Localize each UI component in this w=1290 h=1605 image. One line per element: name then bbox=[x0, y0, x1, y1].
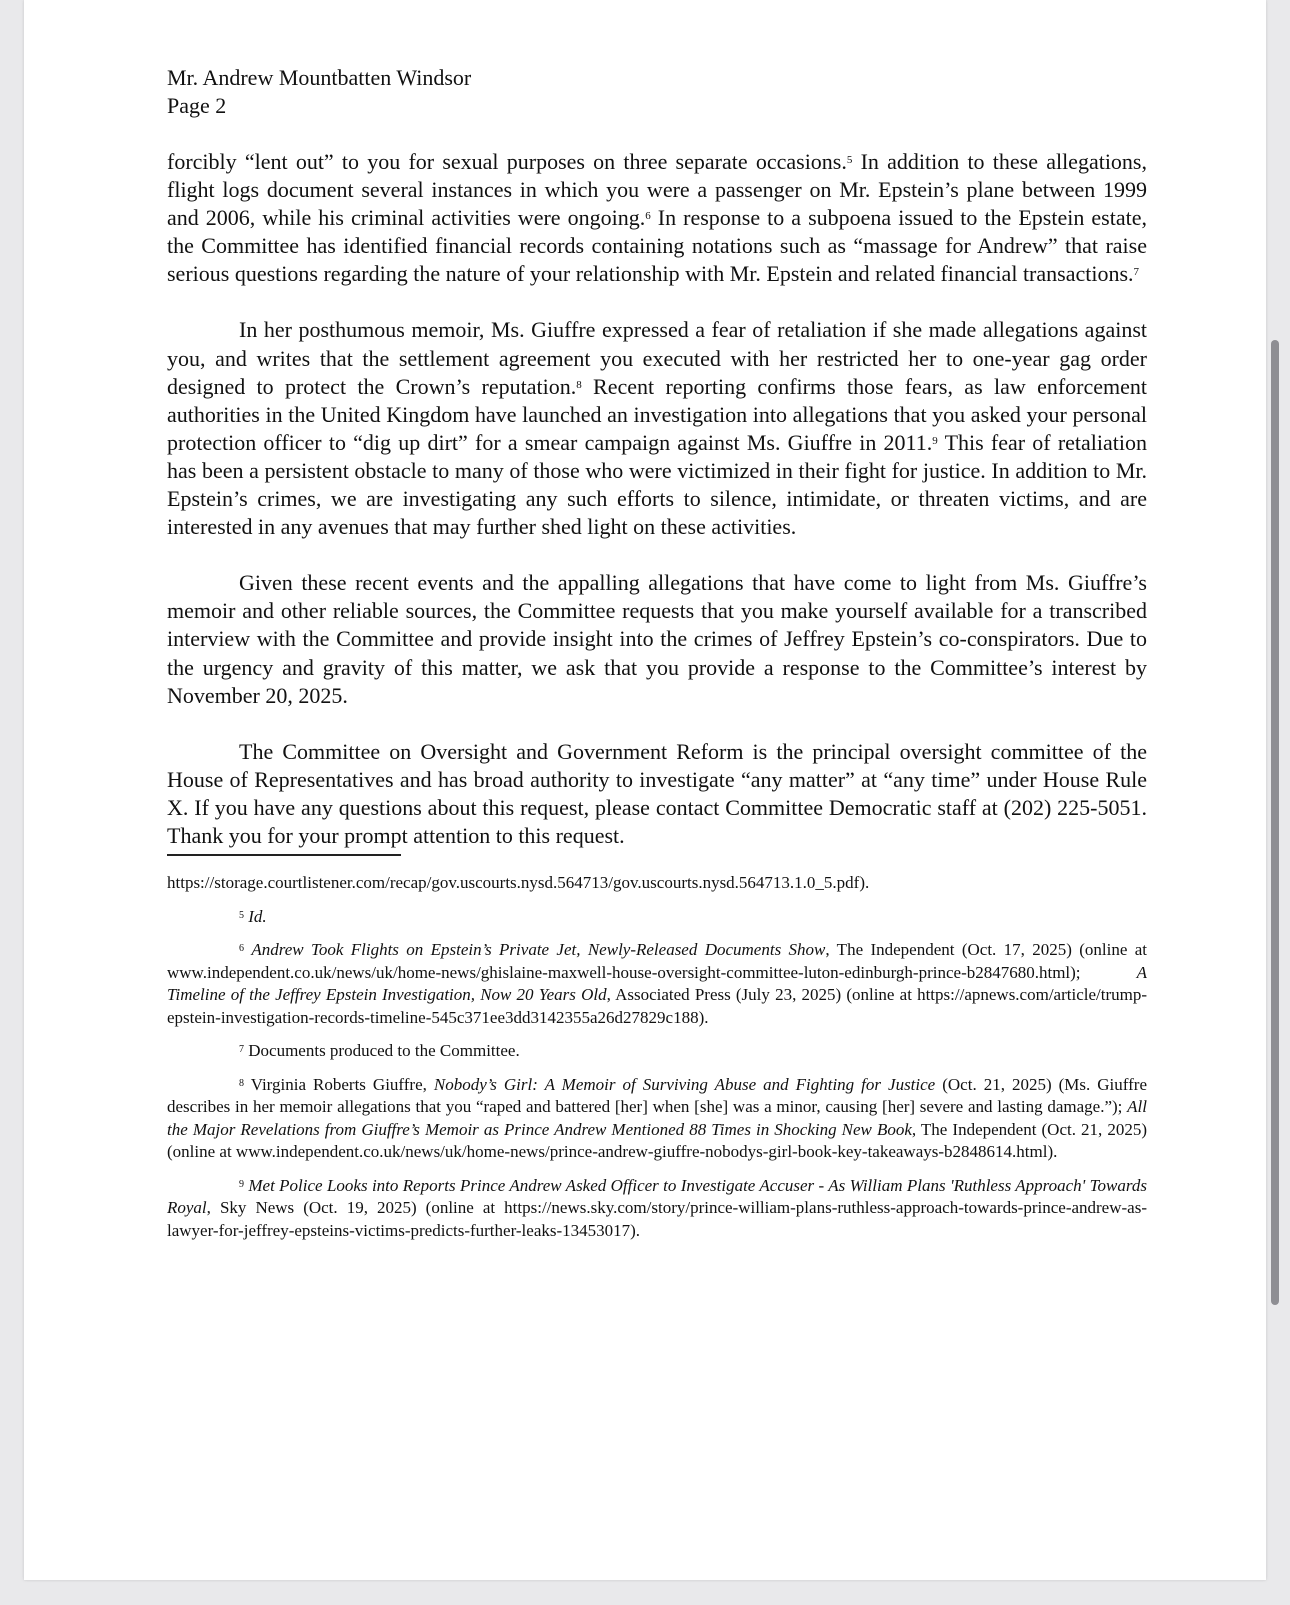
paragraph-1-text-c: In response to a subpoena issued to the Epstein estate, the Committee has identified financial records containing notations such as “massage for Andrew” that raise serious questions regarding the nature of your relationship with Mr. Epstein and related financial transactions. bbox=[167, 205, 1147, 287]
footnote-9-title: Met Police Looks into Reports Prince Andrew Asked Officer to Investigate Accuser - As William Plans 'Ruthless Approach' Towards Royal bbox=[167, 1175, 1147, 1218]
footnote-8-text-2: (Oct. 21, 2025) (Ms. Giuffre describes in her memoir allegations that you “raped and battered [her] when [she] was a minor, causing [her] severe and lasting damage.”); bbox=[167, 1074, 1147, 1117]
footnote-6-title-1: Andrew Took Flights on Epstein’s Private Jet, Newly-Released Documents Show bbox=[251, 940, 826, 960]
paragraph-1-text-a: forcibly “lent out” to you for sexual purposes on three separate occasions. bbox=[167, 149, 847, 174]
paragraph-2-text-b: Recent reporting confirms those fears, as law enforcement authorities in the United Kingdom have launched an investigation into allegations that you asked your personal protection officer to “dig up dirt” for a smear campaign against Ms. Giuffre in 2011. bbox=[167, 373, 1147, 455]
footnote-7-text: Documents produced to the Committee. bbox=[248, 1041, 520, 1061]
addressee-line: Mr. Andrew Mountbatten Windsor bbox=[167, 65, 472, 90]
footnote-ref-6: 6 bbox=[645, 210, 651, 223]
footnote-5 bbox=[167, 906, 1147, 929]
footnote-ref-5: 5 bbox=[846, 154, 853, 166]
footnote-ref-7: 7 bbox=[1133, 266, 1140, 279]
paragraph-2 bbox=[167, 316, 1147, 541]
document-page bbox=[24, 0, 1266, 1580]
footnote-5-text: Id. bbox=[248, 906, 267, 926]
footnote-carryover: https://storage.courtlistener.com/recap/gov.uscourts.nysd.564713/gov.uscourts.nysd.564713.1.0_5.pdf). bbox=[167, 873, 870, 893]
footnote-6-text-1: , The Independent (Oct. 17, 2025) (online at www.independent.co.uk/news/uk/home-news/ghislaine-maxwell-house-oversight-committee-luton-edinburgh-prince-b2847680.html); bbox=[167, 940, 1148, 982]
footnote-separator bbox=[167, 854, 401, 856]
footnote-ref-8: 8 bbox=[576, 378, 582, 391]
vertical-scrollbar[interactable] bbox=[1271, 340, 1279, 1305]
footnote-8 bbox=[167, 1074, 1147, 1164]
footnote-8-text-3: , The Independent (Oct. 21, 2025) (online at www.independent.co.uk/news/uk/home-news/prince-andrew-giuffre-nobodys-girl-book-key-takeaways-b2848614.html). bbox=[167, 1119, 1148, 1162]
page-number: Page 2 bbox=[167, 93, 227, 118]
paragraph-4: The Committee on Oversight and Government Reform is the principal oversight committee of the House of Representatives and has broad authority to investigate “any matter” at “any time” under House Rule X. If you have any questions about this request, please contact Committee Democratic staff at (202) 225-5051. Thank you for your prompt attention to this request. bbox=[167, 738, 1147, 848]
footnote-8-text-1: Virginia Roberts Giuffre, bbox=[250, 1074, 434, 1094]
footnote-ref-9: 9 bbox=[932, 434, 938, 447]
page-content bbox=[167, 64, 1147, 1242]
paragraph-1 bbox=[167, 148, 1147, 288]
footnote-6 bbox=[167, 939, 1147, 1029]
footnote-9-number: 9 bbox=[239, 1178, 244, 1190]
footnote-5-number: 5 bbox=[239, 909, 244, 921]
footnote-6-text-2: , Associated Press (July 23, 2025) (online at https://apnews.com/article/trump-epstein-investigation-records-timeline-545c371ee3dd3142355a26d27829c188). bbox=[167, 985, 1148, 1027]
paragraph-1-text-b: In addition to these allegations, flight logs document several instances in which you were a passenger on Mr. Epstein’s plane between 1999 and 2006, while his criminal activities were ongoing. bbox=[167, 149, 1147, 231]
footnote-8-title-1: Nobody’s Girl: A Memoir of Surviving Abuse and Fighting for Justice bbox=[433, 1074, 936, 1094]
footnote-9-text: , Sky News (Oct. 19, 2025) (online at https://news.sky.com/story/prince-william-plans-ruthless-approach-towards-prince-andrew-as-lawyer-for-jeffrey-epsteins-victims-predicts-further-leaks-13453017). bbox=[167, 1198, 1147, 1240]
paragraph-2-text-a: In her posthumous memoir, Ms. Giuffre expressed a fear of retaliation if she made allegations against you, and writes that the settlement agreement you executed with her restricted her to one-year gag order designed to protect the Crown’s reputation. bbox=[167, 317, 1147, 399]
paragraph-2-text-c: This fear of retaliation has been a persistent obstacle to many of those who were victimized in their fight for justice. In addition to Mr. Epstein’s crimes, we are investigating any such efforts to silence, intimidate, or threaten victims, and are interested in any avenues that may further shed light on these activities. bbox=[167, 429, 1148, 540]
footnote-9 bbox=[167, 1175, 1147, 1243]
footnote-8-title-2: All the Major Revelations from Giuffre’s Memoir as Prince Andrew Mentioned 88 Times in Shocking New Book bbox=[167, 1097, 1147, 1139]
paragraph-3: Given these recent events and the appalling allegations that have come to light from Ms. Giuffre’s memoir and other reliable sources, the Committee requests that you make yourself available for a transcribed interview with the Committee and provide insight into the crimes of Jeffrey Epstein’s co-conspirators. Due to the urgency and gravity of this matter, we ask that you provide a response to the Committee’s interest by November 20, 2025. bbox=[167, 570, 1147, 708]
footnote-6-number: 6 bbox=[239, 943, 244, 955]
footnote-7-number: 7 bbox=[239, 1044, 244, 1056]
footnote-6-title-2: A Timeline of the Jeffrey Epstein Investigation, Now 20 Years Old bbox=[167, 962, 1147, 1005]
footnote-7 bbox=[167, 1040, 1147, 1063]
footnote-8-number: 8 bbox=[239, 1077, 244, 1089]
